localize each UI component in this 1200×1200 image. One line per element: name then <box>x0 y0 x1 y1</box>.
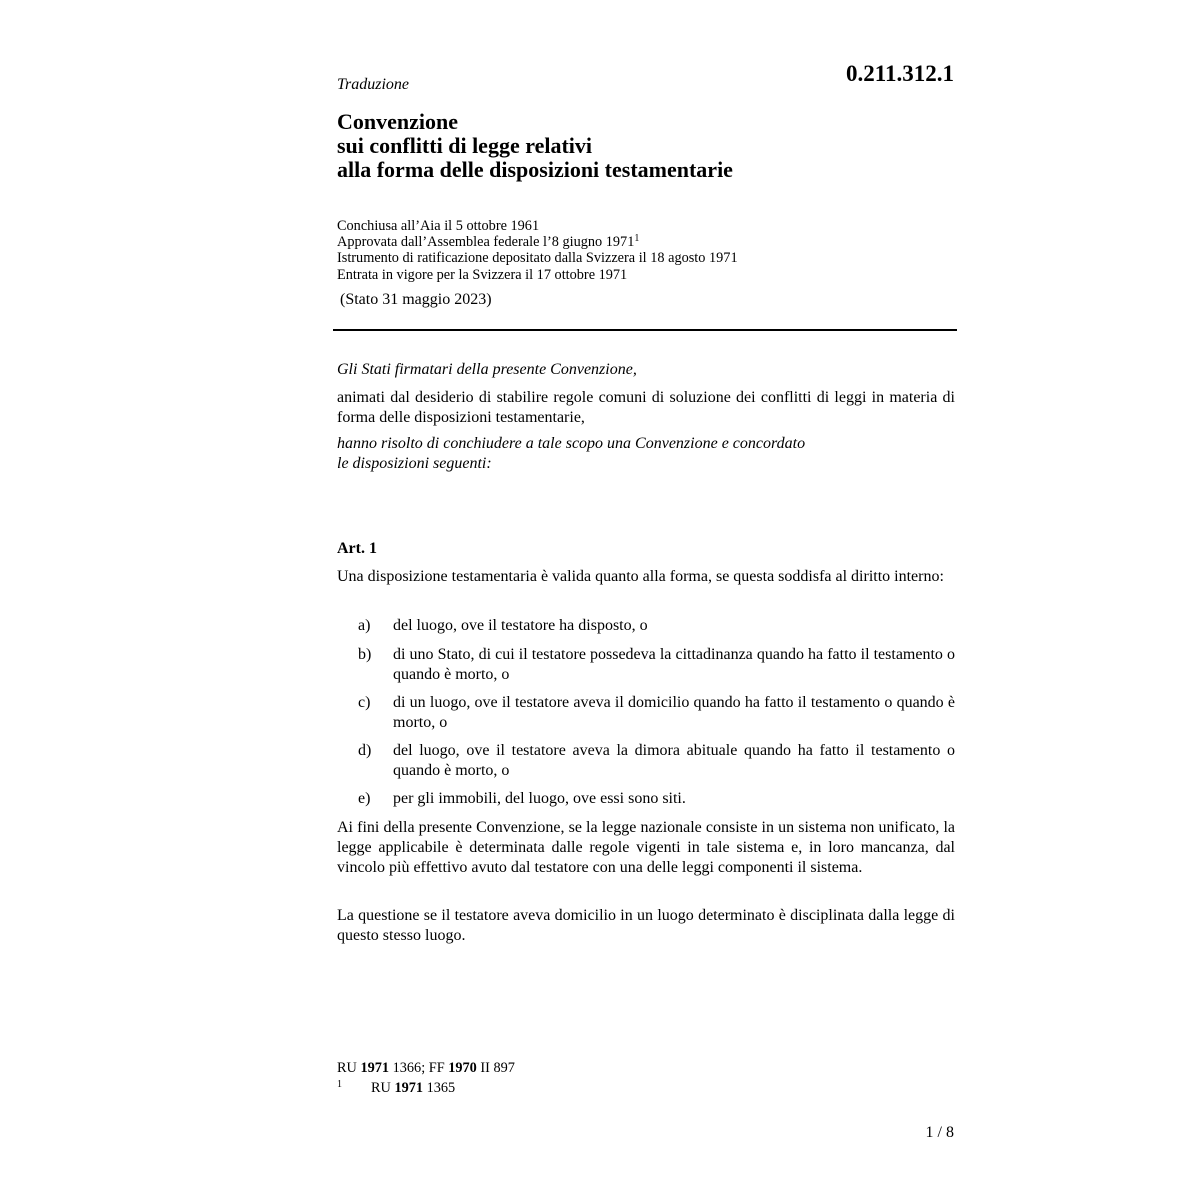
list-item-text: del luogo, ove il testatore aveva la dimora abituale quando ha fatto il testamento o quando è morto, o <box>393 742 955 779</box>
title-line: alla forma delle disposizioni testamentarie <box>337 157 733 182</box>
source-ff-year: 1970 <box>448 1060 477 1076</box>
list-item <box>358 616 955 636</box>
list-item <box>358 693 955 733</box>
article-paragraph: Una disposizione testamentaria è valida quanto alla forma, se questa soddisfa al diritto interno: <box>337 568 944 585</box>
translation-note: Traduzione <box>337 76 410 93</box>
document-metadata <box>337 218 955 283</box>
article-paragraph: Ai fini della presente Convenzione, se la legge nazionale consiste in un sistema non unificato, la legge applicabile è determinata dalle regole vigenti in tale sistema e, in loro mancanza, dal vincolo più effettivo avuto dal testatore con una delle leggi componenti il sistema. <box>337 819 955 876</box>
preamble-paragraph <box>337 434 955 474</box>
list-item-letter: d) <box>358 742 372 759</box>
meta-concluded: Conchiusa all’Aia il 5 ottobre 1961 <box>337 218 540 234</box>
list-item-text: del luogo, ove il testatore ha disposto, o <box>393 617 648 634</box>
list-item <box>358 645 955 685</box>
source-ru-year: 1971 <box>360 1060 390 1076</box>
footnote-ru-page: 1365 <box>423 1080 456 1096</box>
footnote-ru-year: 1971 <box>394 1080 424 1096</box>
list-item-text: per gli immobili, del luogo, ove essi sono siti. <box>393 790 686 807</box>
source-reference <box>337 1058 955 1078</box>
source-ff-ref: II 897 <box>476 1060 515 1076</box>
header-divider <box>333 329 957 331</box>
preamble-paragraph: animati dal desiderio di stabilire regole comuni di soluzione dei conflitti di leggi in materia di forma delle disposizioni testamentarie, <box>337 389 955 426</box>
list-item-letter: c) <box>358 694 371 711</box>
meta-approved-text: Approvata dall’Assemblea federale l’8 giugno 1971 <box>337 234 635 251</box>
list-item-letter: e) <box>358 790 371 807</box>
preamble-line: le disposizioni seguenti: <box>337 455 492 472</box>
footnote-text <box>371 1080 455 1096</box>
page-number: 1 / 8 <box>925 1124 954 1141</box>
title-line: Convenzione <box>337 109 458 134</box>
footnote-mark: 1 <box>337 1079 342 1090</box>
list-item <box>358 789 955 809</box>
footnotes <box>337 1058 955 1098</box>
meta-approved <box>337 234 955 250</box>
list-item-letter: a) <box>358 617 371 634</box>
source-ru-prefix: RU <box>337 1060 361 1076</box>
list-item-letter: b) <box>358 646 372 663</box>
preamble-paragraph: Gli Stati firmatari della presente Convenzione, <box>337 361 637 378</box>
footnote-1 <box>337 1078 955 1098</box>
document-number: 0.211.312.1 <box>846 61 954 86</box>
status-date: (Stato 31 maggio 2023) <box>340 291 492 308</box>
meta-entry-into-force: Entrata in vigore per la Svizzera il 17 ottobre 1971 <box>337 266 628 283</box>
document-title <box>337 110 955 182</box>
list-item-text: di uno Stato, di cui il testatore possedeva la cittadinanza quando ha fatto il testamento o quando è morto, o <box>393 646 955 683</box>
meta-ratification: Istrumento di ratificazione depositato dalla Svizzera il 18 agosto 1971 <box>337 250 738 267</box>
title-line: sui conflitti di legge relativi <box>337 133 593 158</box>
footnote-ref[interactable]: 1 <box>634 233 640 245</box>
footnote-ru-prefix: RU <box>371 1080 395 1096</box>
source-ru-page: 1366; FF <box>389 1060 449 1076</box>
article-heading: Art. 1 <box>337 540 377 557</box>
preamble-line: hanno risolto di conchiudere a tale scopo una Convenzione e concordato <box>337 435 806 452</box>
list-item-text: di un luogo, ove il testatore aveva il domicilio quando ha fatto il testamento o quando è morto, o <box>393 694 955 731</box>
article-paragraph: La questione se il testatore aveva domicilio in un luogo determinato è disciplinata dalla legge di questo stesso luogo. <box>337 907 955 944</box>
list-item <box>358 741 955 781</box>
